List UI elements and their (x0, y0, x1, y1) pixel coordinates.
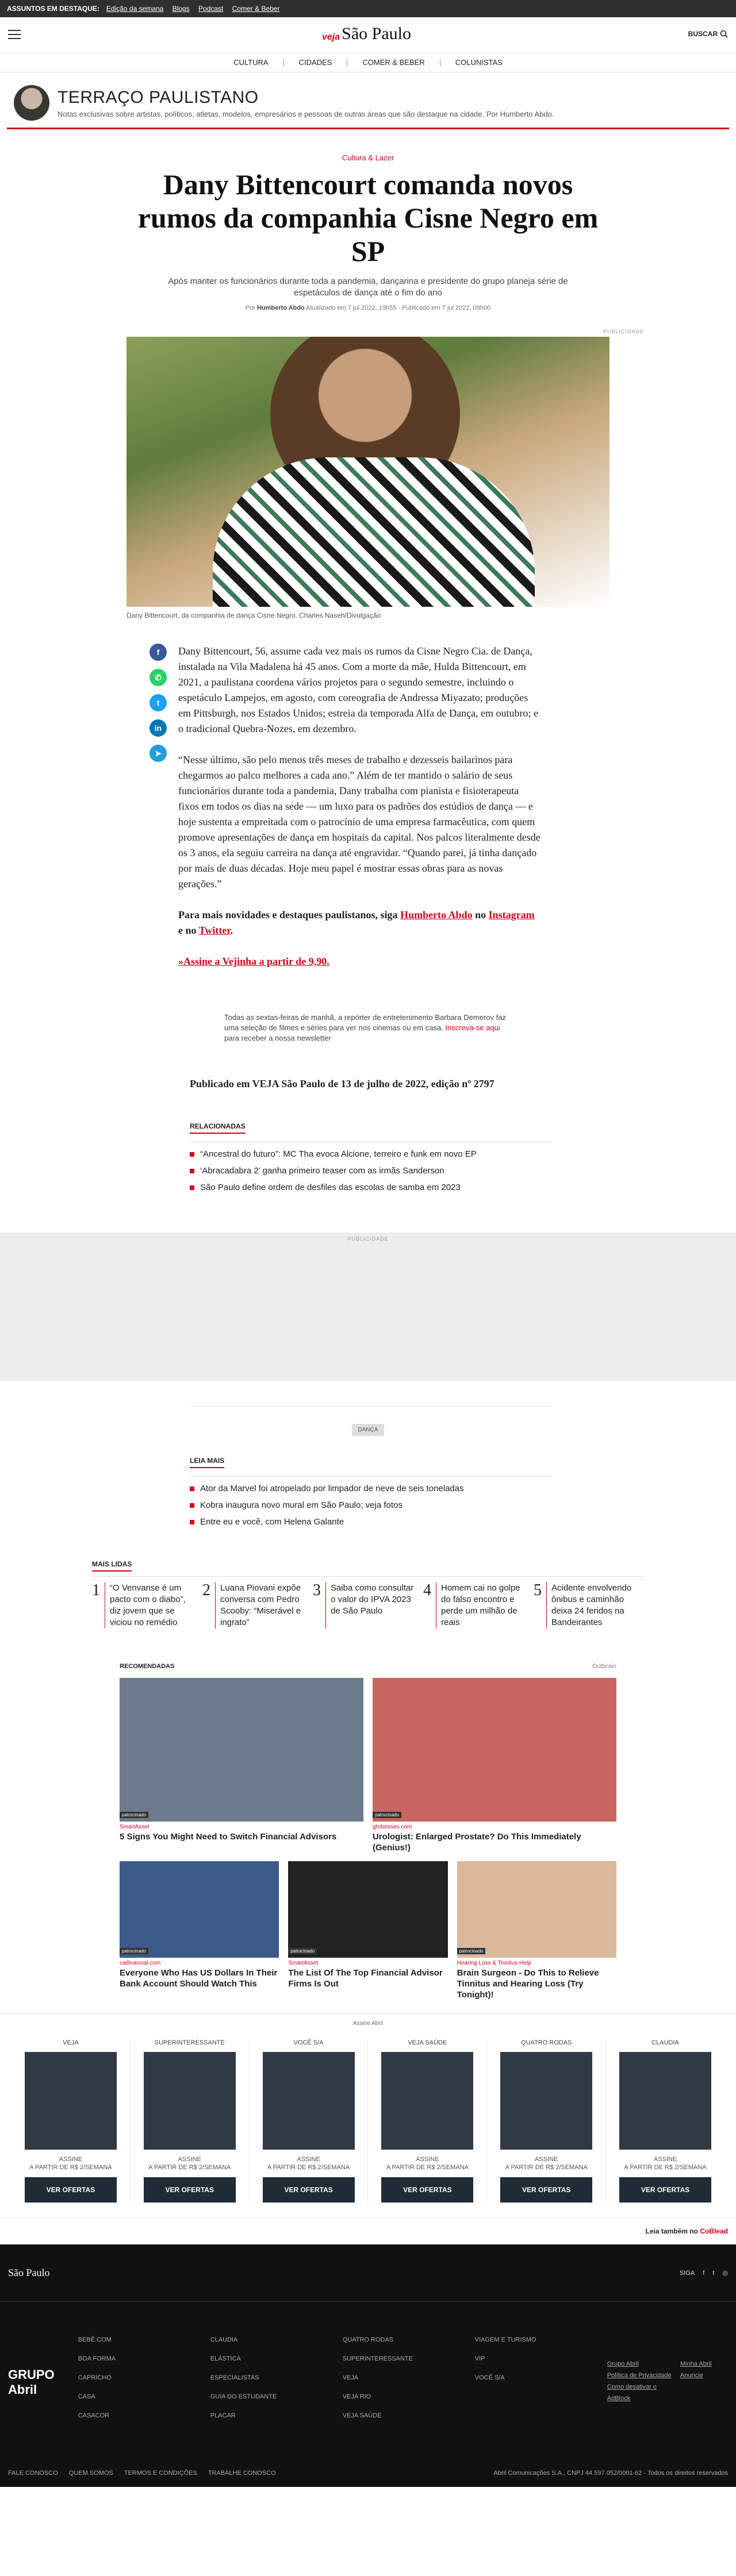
telegram-share-icon[interactable]: ➤ (150, 745, 167, 762)
site-logo[interactable] (322, 25, 411, 43)
brand-price (386, 2155, 469, 2171)
price-label: A PARTIR DE R$ 2/SEMANA (148, 2164, 231, 2171)
brand-price (148, 2155, 231, 2171)
recommendation-image (120, 1678, 363, 1822)
recommendation-card[interactable] (288, 1861, 447, 2000)
newsletter-signup-link[interactable]: Inscreva-se aqui (445, 1023, 500, 1032)
hamburger-menu-icon[interactable] (8, 30, 21, 39)
related-item[interactable]: ‘Abracadabra 2’ ganha primeiro teaser com as irmãs Sanderson (190, 1162, 552, 1179)
newsletter-text: Todas as sextas-feiras de manhã, a repórter de entretenimento Barbara Demerov faz uma seleção de filmes e séries para ver nos cinemas ou em casa. (224, 1013, 506, 1032)
search-button[interactable] (688, 30, 728, 38)
related-section (190, 1121, 552, 1196)
price-label: A PARTIR DE R$ 2/SEMANA (624, 2164, 707, 2171)
author-link[interactable]: Humberto Abdo (256, 305, 305, 311)
most-read-rank: 4 (423, 1581, 431, 1599)
view-offers-button[interactable]: VER OFERTAS (381, 2177, 473, 2203)
ad-banner[interactable] (0, 1233, 736, 1381)
read-more-label: LEIA MAIS (190, 1457, 224, 1468)
brand-card (131, 2039, 250, 2203)
topbar-link-blogs[interactable]: Blogs (172, 5, 190, 13)
view-offers-button[interactable]: VER OFERTAS (144, 2177, 236, 2203)
price-label: A PARTIR DE R$ 2/SEMANA (505, 2164, 588, 2171)
view-offers-button[interactable]: VER OFERTAS (263, 2177, 355, 2203)
recommendation-title: Everyone Who Has US Dollars In Their Bank Account Should Watch This (120, 1968, 278, 1989)
main-nav (0, 53, 736, 72)
magazine-cover[interactable] (500, 2052, 592, 2150)
share-bar (126, 644, 163, 985)
footer-logo[interactable]: São Paulo (8, 2267, 50, 2278)
topbar-link-edicao[interactable]: Edição da semana (106, 5, 164, 13)
article-kicker[interactable]: Cultura & Lazer (342, 153, 394, 162)
most-read-item[interactable] (313, 1582, 423, 1628)
topbar (0, 0, 736, 17)
recommendation-card[interactable] (120, 1861, 279, 2000)
footer-brand-link[interactable]: VIAGEM E TURISMO (474, 2336, 536, 2343)
recommendations-section (120, 1663, 616, 2000)
sponsored-badge: patrocinado (288, 1948, 317, 1954)
footer-brand-link[interactable]: PLACAR (210, 2412, 236, 2419)
recommendation-image (373, 1678, 616, 1822)
recommendation-card[interactable] (120, 1678, 363, 1853)
also-read (0, 2217, 736, 2244)
column-description: Notas exclusivas sobre artistas, políticos, atletas, modelos, empresários e pessoas de outras áreas que são destaque na cidade. Por Humberto Abdo. (57, 109, 554, 118)
read-more-item[interactable]: Kobra inaugura novo mural em São Paulo; veja fotos (190, 1497, 552, 1514)
sponsored-badge: patrocinado (120, 1948, 148, 1954)
most-read-rank: 5 (534, 1581, 542, 1599)
nav-cidades[interactable]: CIDADES (284, 59, 348, 67)
footer-bottom-link[interactable]: TRABALHE CONOSCO (208, 2470, 276, 2477)
recommendation-source: caifinancial.com (120, 1960, 161, 1966)
newsletter-end: para receber a nossa newsletter (224, 1034, 331, 1042)
footer-bottom-link[interactable]: TERMOS E CONDIÇÕES (124, 2470, 197, 2477)
assine-label: ASSINE (653, 2156, 677, 2163)
follow-text: . (230, 925, 233, 936)
footer-brand-link[interactable]: VEJA RIO (342, 2393, 371, 2400)
follow-label: SIGA (679, 2269, 695, 2277)
view-offers-button[interactable]: VER OFERTAS (500, 2177, 592, 2203)
article-header (126, 129, 610, 311)
ad-label: PUBLICIDADE (347, 1236, 389, 1242)
article-paragraph: “Nesse último, são pelo menos três meses de trabalho e dezesseis bailarinos para chegarmos ao palco melhores a cada ano.” Além de ter mantido o salário de seus funcionários durante toda a pandemia, Dany trabalha com pianista e fisioterapeuta fixos em todos os dias na sede — um luxo para os padrões dos estúdios de dança — e hoje sustenta a empreitada com o patrocínio de uma empresa farmacêutica, com quem promove apresentações de dança em hospitais da capital. Nos palcos literalmente desde os 3 anos, ela seguiu carreira na dança até engravidar. “Quando parei, já tinha dançado por mais de duas décadas. Hoje meu papel é mostrar essas obras para as novas gerações.” (178, 754, 540, 890)
facebook-share-icon[interactable]: f (150, 644, 167, 661)
footer-brand-link[interactable]: VEJA (342, 2374, 359, 2381)
footer-column (210, 2331, 343, 2463)
most-read-rank: 1 (92, 1581, 100, 1599)
recommendation-title: 5 Signs You Might Need to Switch Financial Advisors (120, 1832, 337, 1842)
byline-prefix: Por (245, 305, 255, 311)
most-read-title: Luana Piovani expõe conversa com Pedro Scooby: “Miserável e ingrato” (215, 1582, 306, 1628)
twitter-share-icon[interactable]: t (150, 694, 167, 711)
brand-card (606, 2039, 724, 2203)
recommendation-title: Brain Surgeon - Do This to Relieve Tinnitus and Hearing Loss (Try Tonight)! (457, 1968, 599, 2000)
recommendation-source: gtrdorsses.com (373, 1824, 412, 1830)
subscription-brands (0, 2013, 736, 2217)
brand-price (29, 2155, 112, 2171)
article-photo (126, 337, 610, 607)
related-label: RELACIONADAS (190, 1122, 246, 1134)
instagram-link[interactable]: Instagram (488, 909, 535, 921)
magazine-cover[interactable] (25, 2052, 117, 2150)
recommendation-title: Urologist: Enlarged Prostate? Do This Immediately (Genius!) (373, 1832, 581, 1853)
footer-brand-link[interactable]: CASACOR (78, 2412, 110, 2419)
follow-text: e no (178, 925, 197, 936)
footer-brand-link[interactable]: CAPRICHO (78, 2374, 112, 2381)
footer-brand-link[interactable]: CASA (78, 2393, 95, 2400)
footer-brand-link[interactable]: ELÁSTICA (210, 2355, 241, 2362)
read-more-item[interactable]: Entre eu e você, com Helena Galante (190, 1514, 552, 1530)
footer-bottom-link[interactable]: FALE CONOSCO (8, 2470, 58, 2477)
footer-links (607, 2302, 680, 2463)
recommendation-card[interactable] (457, 1861, 616, 2000)
columnist-avatar (14, 85, 49, 121)
magazine-cover[interactable] (263, 2052, 355, 2150)
logo-veja: veja (322, 32, 340, 42)
recommendation-source: Hearing Loss & Tinnitus Help (457, 1960, 531, 1966)
assine-label: ASSINE (297, 2156, 320, 2163)
grupo-abril-logo[interactable]: GRUPO Abril (8, 2367, 55, 2397)
column-header (7, 72, 729, 129)
nav-cultura[interactable]: CULTURA (218, 59, 283, 67)
follow-text: Para mais novidades e destaques paulistanos, siga (178, 909, 398, 921)
assine-label: ASSINE (178, 2156, 201, 2163)
article-body (126, 644, 610, 985)
published-edition: Publicado em VEJA São Paulo de 13 de julho de 2022, edição nº 2797 (190, 1078, 494, 1089)
brand-name[interactable]: CLAUDIA (651, 2039, 679, 2046)
nav-colunistas[interactable]: COLUNISTAS (455, 57, 503, 67)
linkedin-share-icon[interactable]: in (150, 719, 167, 737)
most-read-rank: 2 (202, 1581, 210, 1599)
magazine-cover[interactable] (619, 2052, 711, 2150)
footer-link[interactable]: Como desativar o AdBlock (607, 2384, 657, 2402)
recommendation-title: The List Of The Top Financial Advisor Firms Is Out (288, 1968, 443, 1989)
recommendation-source: SmartAsset (120, 1824, 150, 1830)
brand-card (368, 2039, 487, 2203)
article-title: Dany Bittencourt comanda novos rumos da companhia Cisne Negro em SP (137, 168, 599, 267)
footer-bottom-link[interactable]: QUEM SOMOS (68, 2470, 113, 2477)
column-title[interactable]: TERRAÇO PAULISTANO (57, 87, 259, 107)
price-label: A PARTIR DE R$ 2/SEMANA (267, 2164, 350, 2171)
recommendation-card[interactable] (373, 1678, 616, 1853)
photo-caption: Dany Bittencourt, da companhia de dança Cisne Negro. Charles Naseh/Divulgação (126, 611, 381, 619)
copyright: Abril Comunicações S.A., CNPJ 44.597.052/0001-62 - Todos os direitos reservados (493, 2470, 728, 2477)
also-read-site-link[interactable]: CoBlead (700, 2227, 728, 2235)
most-read-item[interactable] (92, 1582, 202, 1628)
brand-name[interactable]: VEJA SAÚDE (408, 2039, 447, 2046)
nav-comer-beber[interactable]: COMER & BEBER (347, 59, 440, 67)
brand-card (12, 2039, 131, 2203)
follow-paragraph (178, 907, 540, 938)
search-label: BUSCAR (688, 30, 718, 38)
magazine-cover[interactable] (381, 2052, 473, 2150)
brand-card (250, 2039, 369, 2203)
brand-name[interactable]: VOCÊ S/A (293, 2039, 324, 2046)
topbar-link-podcast[interactable]: Podcast (198, 5, 224, 13)
footer-brand-link[interactable]: BOA FORMA (78, 2355, 116, 2362)
brand-name[interactable]: SUPERINTERESSANTE (154, 2039, 225, 2046)
most-read-section (92, 1559, 644, 1628)
footer-link[interactable]: Grupo Abril (607, 2361, 639, 2367)
price-label: A PARTIR DE R$ 2/SEMANA (29, 2164, 112, 2171)
ad-label: PUBLICIDADE (603, 329, 644, 334)
brand-price (267, 2155, 350, 2171)
footer (0, 2244, 736, 2487)
logo-sao-paulo: São Paulo (342, 24, 411, 43)
also-read-text: Leia também no (645, 2227, 698, 2235)
divider (190, 1406, 552, 1407)
footer-brand-link[interactable]: CLAUDIA (210, 2336, 238, 2343)
recommendation-source: SmartAsset (288, 1960, 319, 1966)
most-read-title: Saiba como consultar o valor do IPVA 2023 de São Paulo (325, 1582, 416, 1628)
most-read-rank: 3 (313, 1581, 321, 1599)
brand-card (487, 2039, 606, 2203)
most-read-title: Acidente envolvendo ônibus e caminhão deixa 24 feridos na Bandeirantes (546, 1582, 637, 1628)
footer-brand-link[interactable]: VIP (474, 2355, 485, 2362)
footer-column (343, 2331, 475, 2463)
price-label: A PARTIR DE R$ 2/SEMANA (386, 2164, 469, 2171)
outbrain-logo[interactable]: Outbrain (592, 1663, 616, 1670)
footer-link[interactable]: Política de Privacidade (607, 2372, 672, 2379)
magazine-cover[interactable] (144, 2052, 236, 2150)
footer-brand-link[interactable]: VOCÊ S/A (474, 2374, 505, 2381)
author-profile-link[interactable]: Humberto Abdo (400, 909, 473, 921)
footer-brand-link[interactable]: ESPECIALISTAS (210, 2374, 259, 2381)
topbar-label: ASSUNTOS EM DESTAQUE: (7, 5, 99, 13)
footer-link[interactable]: Anuncie (680, 2372, 703, 2379)
search-icon (720, 30, 728, 38)
recommendation-image (457, 1861, 616, 1958)
brand-price (624, 2155, 706, 2171)
most-read-title: “O Venvanse é um pacto com o diabo”, diz jovem que se viciou no remédio (105, 1582, 195, 1628)
most-read-label: MAIS LIDAS (92, 1560, 132, 1572)
brand-name[interactable]: VEJA (63, 2039, 79, 2046)
most-read-item[interactable] (202, 1582, 313, 1628)
footer-column (475, 2331, 607, 2463)
most-read-item[interactable] (423, 1582, 534, 1628)
facebook-icon[interactable]: f (703, 2269, 705, 2277)
related-item[interactable]: São Paulo define ordem de desfiles das escolas de samba em 2023 (190, 1179, 552, 1196)
most-read-item[interactable] (534, 1582, 644, 1628)
sponsored-badge: patrocinado (457, 1948, 486, 1954)
topbar-link-comer[interactable]: Comer & Beber (232, 5, 280, 13)
assine-label: ASSINE (535, 2156, 558, 2163)
recommendation-image (288, 1861, 447, 1958)
read-more-section (190, 1456, 552, 1530)
footer-brand-link[interactable]: GUIA DO ESTUDANTE (210, 2393, 277, 2400)
related-item[interactable]: “Ancestral do futuro”: MC Tha evoca Alcione, terreiro e funk em novo EP (190, 1146, 552, 1162)
footer-column (78, 2331, 210, 2463)
assine-label: ASSINE (59, 2156, 83, 2163)
article-text (178, 644, 540, 985)
twitter-link[interactable]: Twitter (198, 925, 231, 936)
footer-brand-link[interactable]: BEBÊ.COM (78, 2336, 112, 2343)
sponsored-badge: patrocinado (373, 1812, 401, 1818)
brand-name[interactable]: QUATRO RODAS (521, 2039, 572, 2046)
article-paragraph: Dany Bittencourt, 56, assume cada vez mais os rumos da Cisne Negro Cia. de Dança, instalada na Vila Madalena há 45 anos. Com a morte da mãe, Hulda Bittencourt, em 2021, a paulistana coordena vários projetos para o segundo semestre, incluindo o espetáculo Lampejos, em agosto, com coreografia de Andressa Miyazato; produções em Pittsburgh, nos Estados Unidos; estreia da temporada Alfa de Dança, em outubro; e o tradicional Quebra-Nozes, em dezembro. (178, 645, 539, 734)
view-offers-button[interactable]: VER OFERTAS (619, 2177, 711, 2203)
recommendation-image (120, 1861, 279, 1958)
article-subtitle: Após manter os funcionários durante toda a pandemia, dançarina e presidente do grupo planeja série de espetáculos de dança até o fim do ano (168, 276, 568, 298)
assine-label: ASSINE (416, 2156, 439, 2163)
instagram-icon[interactable]: ◎ (722, 2270, 728, 2277)
footer-brand-link[interactable]: VEJA SAÚDE (342, 2412, 382, 2419)
tag-danca[interactable]: DANÇA (352, 1424, 384, 1436)
brand-price (505, 2155, 588, 2171)
site-header (0, 17, 736, 53)
twitter-icon[interactable]: t (712, 2269, 715, 2277)
footer-link[interactable]: Minha Abril (680, 2361, 712, 2367)
recommendations-label: RECOMENDADAS (120, 1663, 175, 1670)
subscribe-link[interactable]: »Assine a Vejinha a partir de 9,90. (178, 956, 329, 967)
newsletter-box (224, 1012, 512, 1044)
footer-brand-link[interactable]: QUATRO RODAS (342, 2336, 394, 2343)
footer-links-2 (680, 2302, 728, 2463)
view-offers-button[interactable]: VER OFERTAS (25, 2177, 117, 2203)
article-dates: Atualizado em 7 jul 2022, 19h55 - Publicado em 7 jul 2022, 09h00 (306, 305, 491, 311)
most-read-title: Homem cai no golpe do falso encontro e perde um milhão de reais (436, 1582, 527, 1628)
footer-brand-link[interactable]: SUPERINTERESSANTE (342, 2355, 413, 2362)
follow-text: no (475, 909, 486, 921)
assine-abril-logo[interactable]: Assine Abril (352, 2020, 384, 2027)
whatsapp-share-icon[interactable]: ✆ (150, 669, 167, 686)
read-more-item[interactable]: Ator da Marvel foi atropelado por limpador de neve de seis toneladas (190, 1480, 552, 1497)
sponsored-badge: patrocinado (120, 1812, 148, 1818)
article-byline (126, 305, 610, 311)
